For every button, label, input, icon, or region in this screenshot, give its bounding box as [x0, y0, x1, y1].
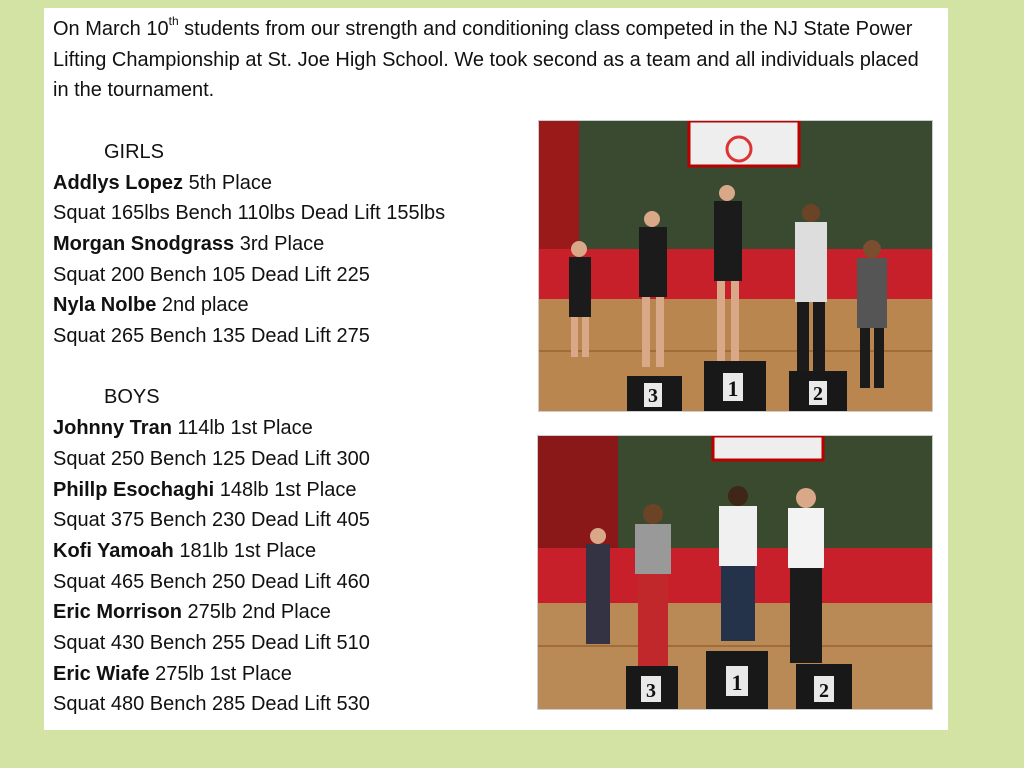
intro-text-end: students from our strength and conditioning class competed in the NJ State Power Lifting Championship at St. Joe High School. We took second as a team and all individuals placed in the tournament. [53, 18, 919, 102]
podium-number: 3 [646, 680, 656, 702]
athlete-place: 5th Place [183, 171, 272, 194]
athlete-name: Eric Morrison [53, 601, 182, 624]
podium-number: 2 [813, 383, 823, 405]
athlete-name: Phillp Esochaghi [53, 478, 215, 501]
athlete-lifts: Squat 165lbs Bench 110lbs Dead Lift 155lbs [53, 202, 446, 225]
athlete-place: 275lb 2nd Place [181, 601, 331, 624]
athlete-place: 2nd place [156, 294, 249, 317]
intro-superscript: th [168, 14, 179, 29]
athlete-place: 181lb 1st Place [173, 539, 317, 562]
athlete-name: Kofi Yamoah [53, 539, 174, 562]
athlete-place: 148lb 1st Place [214, 478, 357, 501]
boys-podium-photo [537, 435, 933, 710]
girls-heading: GIRLS [104, 140, 165, 163]
podium-number: 1 [727, 376, 739, 401]
athlete-name: Morgan Snodgrass [53, 232, 235, 255]
athlete-place: 114lb 1st Place [171, 417, 313, 440]
athlete-name: Eric Wiafe [53, 662, 150, 685]
athlete-place: 275lb 1st Place [149, 662, 292, 685]
athlete-name: Johnny Tran [53, 417, 172, 440]
boys-heading: BOYS [104, 386, 160, 409]
athlete-place: 3rd Place [234, 232, 325, 255]
athlete-lifts: Squat 480 Bench 285 Dead Lift 530 [53, 693, 370, 716]
podium-number: 1 [731, 670, 743, 695]
athlete-lifts: Squat 465 Bench 250 Dead Lift 460 [53, 570, 370, 593]
podium-number: 3 [648, 385, 658, 407]
podium-number: 2 [819, 680, 829, 702]
athlete-lifts: Squat 430 Bench 255 Dead Lift 510 [53, 632, 370, 655]
athlete-lifts: Squat 375 Bench 230 Dead Lift 405 [53, 509, 370, 532]
girls-podium-photo [538, 120, 933, 412]
athlete-lifts: Squat 265 Bench 135 Dead Lift 275 [53, 325, 370, 348]
intro-text-start: On March 10 [53, 18, 169, 40]
athlete-name: Addlys Lopez [53, 171, 184, 194]
intro-paragraph [53, 14, 939, 106]
content-card [44, 8, 948, 730]
athlete-lifts: Squat 250 Bench 125 Dead Lift 300 [53, 447, 370, 470]
athlete-name: Nyla Nolbe [53, 294, 157, 317]
athlete-lifts: Squat 200 Bench 105 Dead Lift 225 [53, 263, 370, 286]
